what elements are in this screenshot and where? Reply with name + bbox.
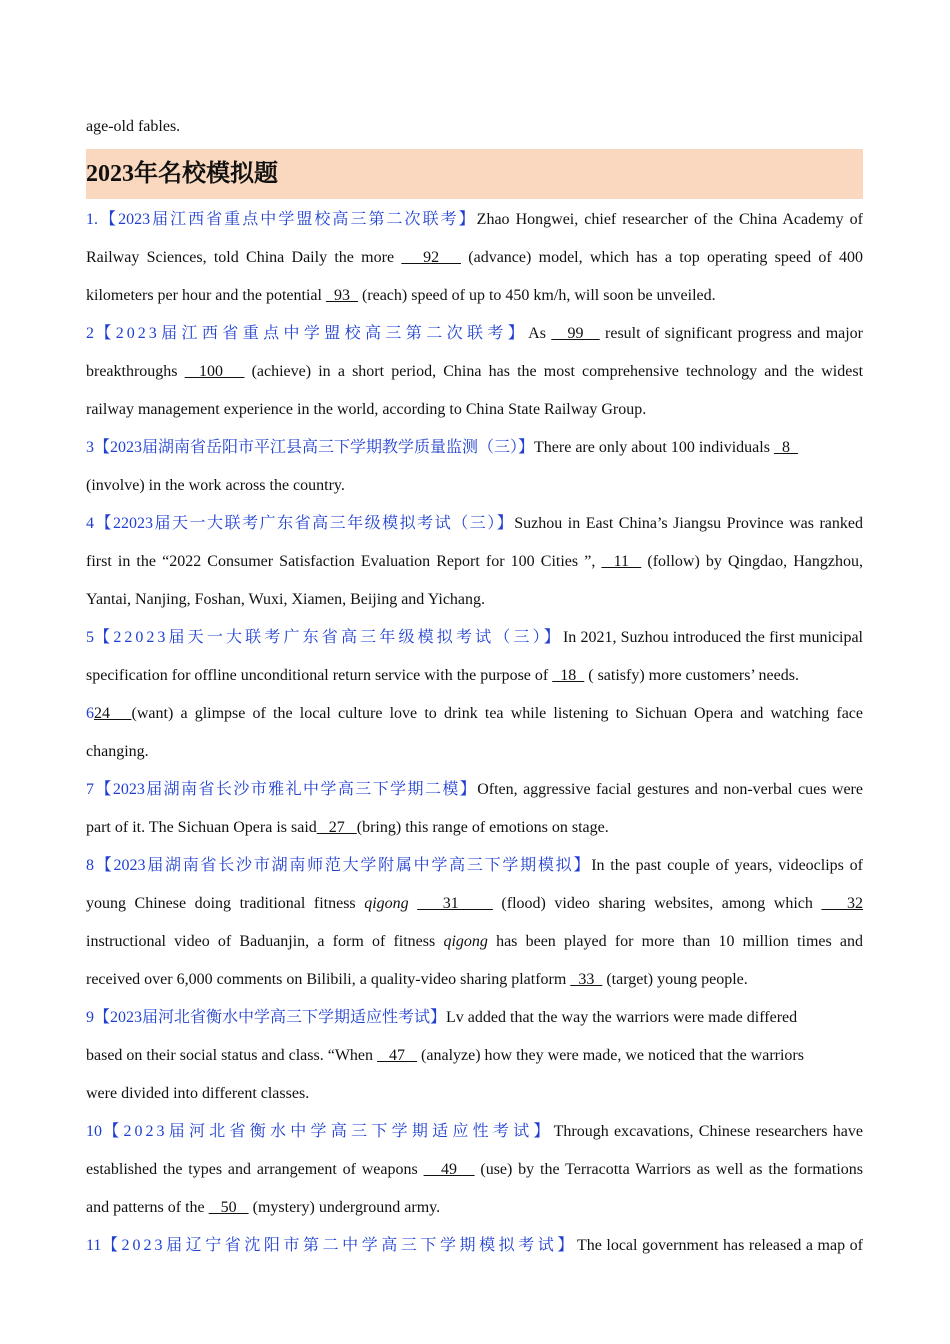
- source-label: 【2023届湖南省岳阳市平江县高三下学期教学质量监测（三）】: [94, 439, 535, 456]
- item-text: breakthroughs: [86, 363, 185, 380]
- source-label: 【2023届湖南省长沙市雅礼中学高三下学期二模】: [94, 781, 478, 798]
- blank-18: 18: [552, 667, 585, 684]
- item-text: railway management experience in the world, according to China State Railway Group.: [86, 401, 647, 418]
- item-number: 3: [86, 439, 94, 456]
- item-text: (reach) speed of up to 450 km/h, will soon be unveiled.: [357, 287, 716, 304]
- item-text: result of significant progress and major: [599, 325, 864, 342]
- item-number: 7: [86, 781, 94, 798]
- question-item-1: [86, 201, 863, 315]
- source-label: 【2023届河北省衡水中学高三下学期适应性考试】: [102, 1123, 554, 1140]
- item-text: specification for offline unconditional return service with the purpose of: [86, 667, 553, 684]
- item-text-italic: qigong: [443, 933, 488, 950]
- item-number: 10: [86, 1123, 102, 1140]
- item-text: (target) young people.: [602, 971, 748, 988]
- source-label: 【22023届天一大联考广东省高三年级模拟考试（三）】: [94, 515, 515, 532]
- source-label: 【2023届江西省重点中学盟校高三第二次联考】: [98, 211, 477, 228]
- item-text: (analyze) how they were made, we noticed that the warriors: [417, 1047, 804, 1064]
- item-text: ( satisfy) more customers’ needs.: [584, 667, 799, 684]
- item-number: 4: [86, 515, 94, 532]
- item-text: changing.: [86, 743, 149, 760]
- item-text: (advance) model, which has a top operating speed of 400: [461, 249, 863, 266]
- item-text: As: [528, 325, 552, 342]
- source-label: 【22023届天一大联考广东省高三年级模拟考试（三）】: [94, 629, 563, 646]
- question-item-6: [86, 695, 863, 771]
- section-heading: 2023年名校模拟题: [86, 149, 863, 199]
- item-number: 1.: [86, 211, 98, 228]
- item-text: has been played for more than 10 million times and: [487, 933, 864, 950]
- item-text: There are only about 100 individuals: [534, 439, 774, 456]
- item-text: Through excavations, Chinese researchers have: [553, 1123, 863, 1140]
- blank-92: 92: [401, 249, 461, 266]
- item-text: [409, 895, 418, 912]
- item-text: Lv added that the way the warriors were made differed: [446, 1009, 798, 1026]
- item-text: (mystery) underground army.: [248, 1199, 441, 1216]
- item-text: Often, aggressive facial gestures and non-verbal cues were: [477, 781, 863, 798]
- item-text: (follow) by Qingdao, Hangzhou,: [641, 553, 864, 570]
- question-item-7: [86, 771, 863, 847]
- blank-93: 93: [325, 287, 358, 304]
- item-number: 9: [86, 1009, 94, 1026]
- blank-50: 50: [208, 1199, 249, 1216]
- item-text: Zhao Hongwei, chief researcher of the China Academy of: [476, 211, 863, 228]
- question-item-11: [86, 1227, 863, 1265]
- question-item-3: [86, 429, 863, 505]
- item-text: and patterns of the: [86, 1199, 209, 1216]
- blank-32: 32: [821, 895, 864, 912]
- source-label: 【2023届辽宁省沈阳市第二中学高三下学期模拟考试】: [101, 1237, 577, 1254]
- item-text: (want) a glimpse of the local culture love to drink tea while listening to Sichuan Opera and watching face: [131, 705, 864, 722]
- item-text: (use) by the Terracotta Warriors as well as the formations: [474, 1161, 864, 1178]
- item-text: based on their social status and class. “When: [86, 1047, 378, 1064]
- item-number: 5: [86, 629, 94, 646]
- source-label: 【2023届河北省衡水中学高三下学期适应性考试】: [94, 1009, 447, 1026]
- item-number: 6: [86, 705, 94, 722]
- item-text: (involve) in the work across the country.: [86, 477, 345, 494]
- item-text: Railway Sciences, told China Daily the more: [86, 249, 402, 266]
- item-text: kilometers per hour and the potential: [86, 287, 326, 304]
- source-label: 【2023届湖南省长沙市湖南师范大学附属中学高三下学期模拟】: [94, 857, 592, 874]
- blank-99: 99: [551, 325, 600, 342]
- item-number: 11: [86, 1237, 102, 1254]
- blank-49: 49: [423, 1161, 475, 1178]
- item-text: The local government has released a map of: [576, 1237, 863, 1254]
- question-item-2: [86, 315, 863, 429]
- source-label: 【2023届江西省重点中学盟校高三第二次联考】: [94, 325, 529, 342]
- item-text: received over 6,000 comments on Bilibili, a quality-video sharing platform: [86, 971, 571, 988]
- document-body: [86, 109, 863, 1265]
- blank-27: 27: [316, 819, 357, 836]
- item-text: first in the “2022 Consumer Satisfaction Evaluation Report for 100 Cities ”,: [86, 553, 602, 570]
- item-number: 2: [86, 325, 94, 342]
- item-text: (bring) this range of emotions on stage.: [356, 819, 609, 836]
- blank-47: 47: [377, 1047, 418, 1064]
- lead-text: age-old fables.: [86, 118, 181, 135]
- blank-33: 33: [570, 971, 603, 988]
- blank-100: 100: [184, 363, 245, 380]
- item-number: 8: [86, 857, 94, 874]
- item-text: Suzhou in East China’s Jiangsu Province was ranked: [514, 515, 863, 532]
- item-text: In the past couple of years, videoclips of: [591, 857, 863, 874]
- question-item-9: [86, 999, 863, 1113]
- blank-24: 24: [94, 705, 132, 722]
- item-text: part of it. The Sichuan Opera is said: [86, 819, 317, 836]
- question-item-4: [86, 505, 863, 619]
- item-text: instructional video of Baduanjin, a form of fitness: [86, 933, 444, 950]
- item-text: In 2021, Suzhou introduced the first municipal: [562, 629, 863, 646]
- blank-31: 31: [417, 895, 493, 912]
- blank-8: 8: [773, 439, 798, 456]
- item-text: Yantai, Nanjing, Foshan, Wuxi, Xiamen, Beijing and Yichang.: [86, 591, 486, 608]
- item-text: were divided into different classes.: [86, 1085, 310, 1102]
- question-item-5: [86, 619, 863, 695]
- item-text: young Chinese doing traditional fitness: [86, 895, 365, 912]
- question-item-8: [86, 847, 863, 999]
- blank-11: 11: [601, 553, 642, 570]
- item-text: (flood) video sharing websites, among which: [492, 895, 822, 912]
- item-text-italic: qigong: [364, 895, 409, 912]
- item-text: established the types and arrangement of weapons: [86, 1161, 424, 1178]
- question-item-10: [86, 1113, 863, 1227]
- item-text: (achieve) in a short period, China has the most comprehensive technology and the widest: [244, 363, 864, 380]
